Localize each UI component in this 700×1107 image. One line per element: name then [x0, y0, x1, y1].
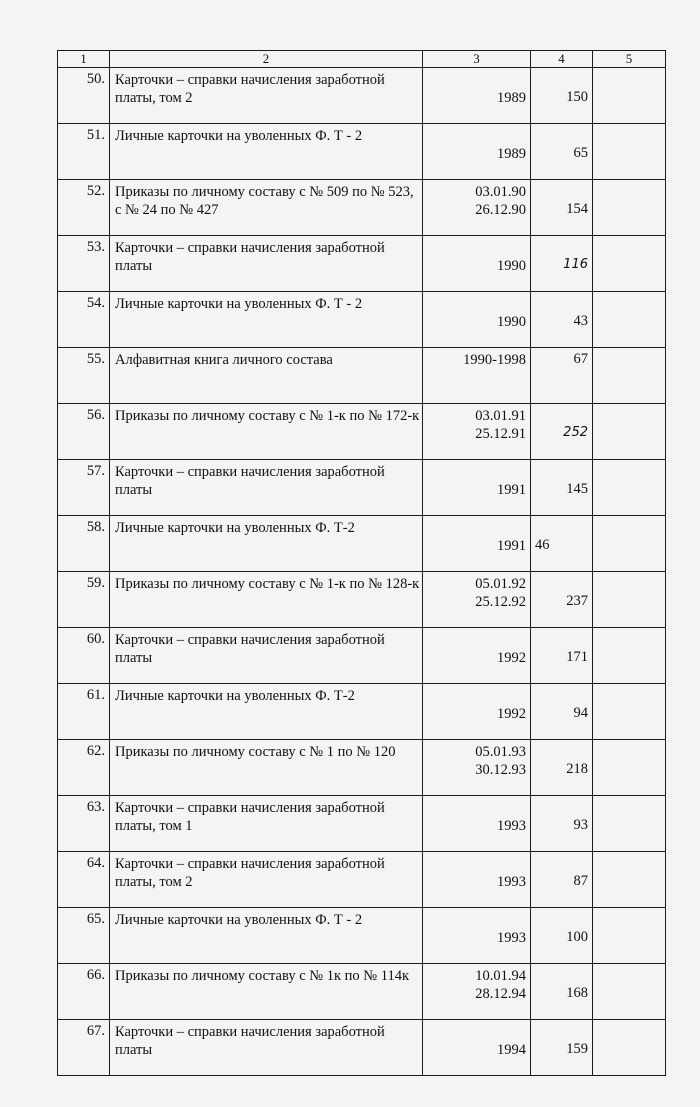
period-value: 26.12.90	[475, 202, 526, 218]
item-period	[423, 628, 531, 684]
period-value: 1992	[497, 706, 526, 722]
item-sheet-count: 65	[531, 124, 593, 180]
item-title: Приказы по личному составу с № 1 по № 120	[110, 740, 423, 796]
item-note	[593, 236, 666, 292]
item-note	[593, 796, 666, 852]
item-title: Карточки – справки начисления заработной платы	[110, 628, 423, 684]
item-note	[593, 1020, 666, 1076]
item-number: 52.	[58, 180, 110, 236]
item-title: Личные карточки на уволенных Ф. Т - 2	[110, 292, 423, 348]
item-number: 62.	[58, 740, 110, 796]
item-note	[593, 572, 666, 628]
item-title: Личные карточки на уволенных Ф. Т-2	[110, 516, 423, 572]
item-title: Карточки – справки начисления заработной платы	[110, 236, 423, 292]
item-title: Карточки – справки начисления заработной платы, том 2	[110, 852, 423, 908]
item-title: Карточки – справки начисления заработной платы	[110, 1020, 423, 1076]
table-row	[58, 292, 666, 348]
item-sheet-count: 168	[531, 964, 593, 1020]
item-title: Алфавитная книга личного состава	[110, 348, 423, 404]
period-value: 28.12.94	[475, 986, 526, 1002]
item-period	[423, 1020, 531, 1076]
item-title: Личные карточки на уволенных Ф. Т - 2	[110, 124, 423, 180]
item-period	[423, 964, 531, 1020]
item-period	[423, 796, 531, 852]
period-value: 10.01.94	[475, 968, 526, 984]
item-sheet-count: 67	[531, 348, 593, 404]
item-sheet-count: 252	[531, 404, 593, 460]
item-note	[593, 964, 666, 1020]
item-number: 58.	[58, 516, 110, 572]
item-note	[593, 852, 666, 908]
column-number: 4	[531, 51, 593, 68]
period-value: 1990	[497, 258, 526, 274]
table-row	[58, 348, 666, 404]
table-row	[58, 1020, 666, 1076]
item-number: 50.	[58, 68, 110, 124]
item-sheet-count: 93	[531, 796, 593, 852]
item-sheet-count: 145	[531, 460, 593, 516]
item-period	[423, 404, 531, 460]
item-period	[423, 124, 531, 180]
table-row	[58, 740, 666, 796]
item-note	[593, 68, 666, 124]
item-number: 67.	[58, 1020, 110, 1076]
item-sheet-count: 150	[531, 68, 593, 124]
table-row	[58, 516, 666, 572]
item-note	[593, 292, 666, 348]
table-row	[58, 628, 666, 684]
period-value: 30.12.93	[475, 762, 526, 778]
column-number: 2	[110, 51, 423, 68]
item-note	[593, 460, 666, 516]
item-sheet-count: 87	[531, 852, 593, 908]
inventory-table	[57, 50, 666, 1076]
table-row	[58, 460, 666, 516]
item-sheet-count: 116	[531, 236, 593, 292]
item-title: Приказы по личному составу с № 1к по № 114к	[110, 964, 423, 1020]
column-number-row	[58, 51, 666, 68]
item-number: 63.	[58, 796, 110, 852]
table-row	[58, 68, 666, 124]
item-period	[423, 292, 531, 348]
item-title: Карточки – справки начисления заработной платы, том 2	[110, 68, 423, 124]
item-title: Личные карточки на уволенных Ф. Т-2	[110, 684, 423, 740]
item-title: Личные карточки на уволенных Ф. Т - 2	[110, 908, 423, 964]
item-period	[423, 460, 531, 516]
period-value: 25.12.92	[475, 594, 526, 610]
period-value: 1989	[497, 146, 526, 162]
table-row	[58, 236, 666, 292]
item-note	[593, 516, 666, 572]
table-row	[58, 964, 666, 1020]
item-period	[423, 684, 531, 740]
period-value: 1989	[497, 90, 526, 106]
item-sheet-count: 94	[531, 684, 593, 740]
table-row	[58, 684, 666, 740]
item-number: 51.	[58, 124, 110, 180]
item-number: 53.	[58, 236, 110, 292]
item-note	[593, 740, 666, 796]
item-sheet-count: 171	[531, 628, 593, 684]
column-number: 3	[423, 51, 531, 68]
period-value: 1993	[497, 818, 526, 834]
period-value: 03.01.90	[475, 184, 526, 200]
period-value: 03.01.91	[475, 408, 526, 424]
item-note	[593, 124, 666, 180]
item-number: 59.	[58, 572, 110, 628]
item-number: 65.	[58, 908, 110, 964]
item-title: Приказы по личному составу с № 1-к по № 172-к	[110, 404, 423, 460]
item-note	[593, 348, 666, 404]
period-value: 1992	[497, 650, 526, 666]
column-number: 5	[593, 51, 666, 68]
item-title: Приказы по личному составу с № 1-к по № 128-к	[110, 572, 423, 628]
table-row	[58, 572, 666, 628]
table-row	[58, 124, 666, 180]
item-number: 55.	[58, 348, 110, 404]
period-value: 1991	[497, 482, 526, 498]
item-number: 64.	[58, 852, 110, 908]
item-sheet-count: 154	[531, 180, 593, 236]
item-period	[423, 516, 531, 572]
item-number: 57.	[58, 460, 110, 516]
period-value: 05.01.92	[475, 576, 526, 592]
item-sheet-count: 237	[531, 572, 593, 628]
period-value: 1993	[497, 874, 526, 890]
item-number: 56.	[58, 404, 110, 460]
item-sheet-count: 100	[531, 908, 593, 964]
item-note	[593, 628, 666, 684]
item-number: 54.	[58, 292, 110, 348]
item-period	[423, 348, 531, 404]
item-sheet-count: 43	[531, 292, 593, 348]
table-row	[58, 404, 666, 460]
item-sheet-count: 46	[531, 516, 593, 572]
item-sheet-count: 159	[531, 1020, 593, 1076]
period-value: 1993	[497, 930, 526, 946]
item-sheet-count: 218	[531, 740, 593, 796]
period-value: 1991	[497, 538, 526, 554]
item-number: 66.	[58, 964, 110, 1020]
item-title: Карточки – справки начисления заработной платы, том 1	[110, 796, 423, 852]
item-period	[423, 908, 531, 964]
period-value: 1990	[497, 314, 526, 330]
item-period	[423, 852, 531, 908]
table-row	[58, 796, 666, 852]
table-row	[58, 180, 666, 236]
table-row	[58, 852, 666, 908]
item-period	[423, 180, 531, 236]
item-period	[423, 740, 531, 796]
column-number: 1	[58, 51, 110, 68]
item-period	[423, 572, 531, 628]
period-value: 25.12.91	[475, 426, 526, 442]
item-number: 60.	[58, 628, 110, 684]
item-title: Приказы по личному составу с № 509 по № 523, с № 24 по № 427	[110, 180, 423, 236]
item-title: Карточки – справки начисления заработной платы	[110, 460, 423, 516]
item-period	[423, 236, 531, 292]
period-value: 1990-1998	[463, 352, 526, 368]
table-row	[58, 908, 666, 964]
item-period	[423, 68, 531, 124]
item-note	[593, 908, 666, 964]
item-note	[593, 684, 666, 740]
item-number: 61.	[58, 684, 110, 740]
period-value: 1994	[497, 1042, 526, 1058]
item-note	[593, 404, 666, 460]
period-value: 05.01.93	[475, 744, 526, 760]
item-note	[593, 180, 666, 236]
